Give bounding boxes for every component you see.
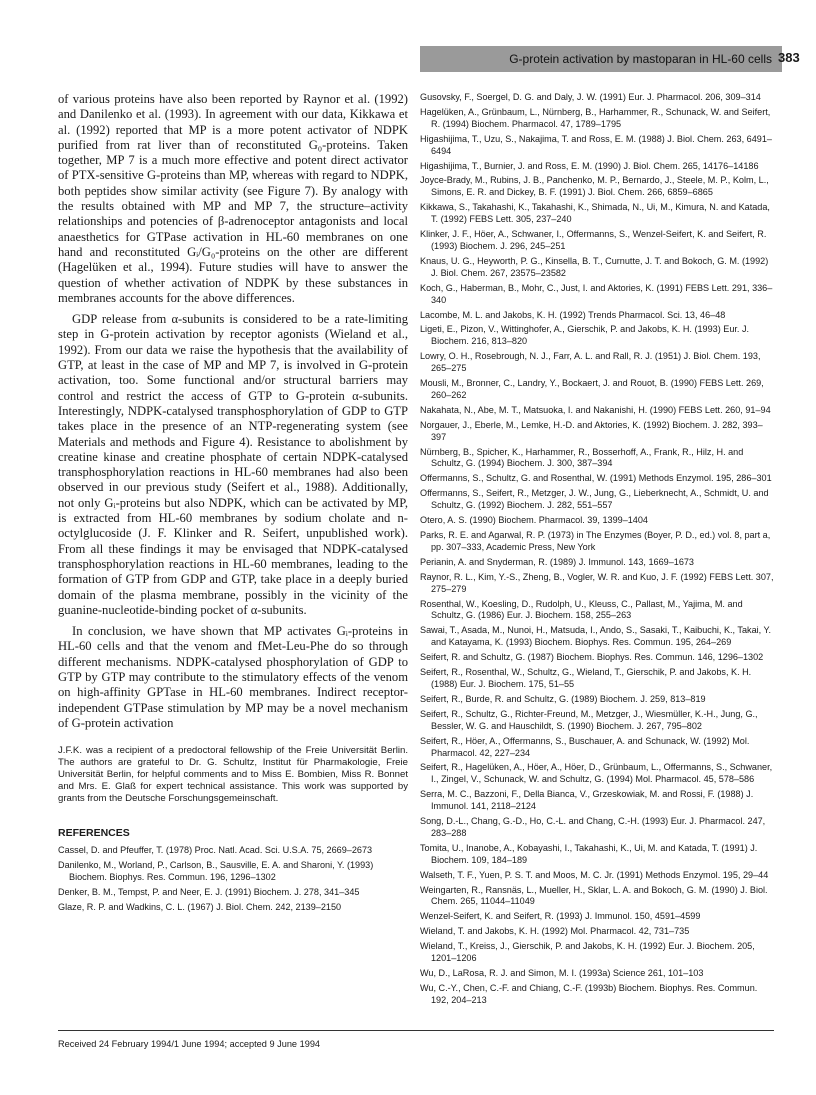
reference-entry: Nürnberg, B., Spicher, K., Harhammer, R., Bosserhoff, A., Frank, R., Hilz, H. and Schultz, G. (1994) Biochem. J. 300, 387–394 (420, 446, 744, 469)
reference-entry: Hagelüken, A., Grünbaum, L., Nürnberg, B., Harhammer, R., Schunack, W. and Seifert, R. (1994) Biochem. Pharmacol. 47, 1789–1795 (420, 106, 771, 129)
reference-entry: Weingarten, R., Ransnäs, L., Mueller, H., Sklar, L. A. and Bokoch, G. M. (1990) J. Biol. Chem. 265, 11044–11049 (420, 884, 768, 907)
reference-entry: Wieland, T., Kreiss, J., Gierschik, P. and Jakobs, K. H. (1992) Eur. J. Biochem. 205, 1201–1206 (420, 941, 755, 964)
reference-entry: Perianin, A. and Snyderman, R. (1989) J. Immunol. 143, 1669–1673 (420, 556, 694, 567)
acknowledgement: J.F.K. was a recipient of a predoctoral fellowship of the Freie Universität Berlin. The authors are grateful to Dr. G. Schultz, Institut für Pharmakologie, Freie Universität Berlin, for helpful comments and to Miss E. Bombien, Miss R. Bonnet and Mrs. E. Glaß for expert technical assistance. This work was supported by grants from the Deutsche Forschungsgemeinschaft. (58, 745, 408, 805)
reference-entry: Danilenko, M., Worland, P., Carlson, B., Sausville, E. A. and Sharoni, Y. (1993) Biochem. Biophys. Res. Commun. 196, 1296–1302 (58, 860, 374, 882)
reference-entry: Wieland, T. and Jakobs, K. H. (1992) Mol. Pharmacol. 42, 731–735 (420, 926, 690, 937)
reference-entry: Raynor, R. L., Kim, Y.-S., Zheng, B., Vogler, W. R. and Kuo, J. F. (1992) FEBS Lett. 307, 275–279 (420, 571, 774, 594)
reference-entry: Ligeti, E., Pizon, V., Wittinghofer, A., Gierschik, P. and Jakobs, K. H. (1993) Eur. J. Biochem. 216, 813–820 (420, 324, 750, 347)
reference-entry: Mousli, M., Bronner, C., Landry, Y., Bockaert, J. and Rouot, B. (1990) FEBS Lett. 269, 260–262 (420, 378, 764, 400)
running-header (420, 46, 782, 72)
reference-entry: Wu, D., LaRosa, R. J. and Simon, M. I. (1993a) Science 261, 101–103 (420, 968, 704, 978)
left-column (58, 92, 408, 917)
right-column (420, 92, 774, 1010)
reference-entry: Norgauer, J., Eberle, M., Lemke, H.-D. and Aktories, K. (1992) Biochem. J. 282, 393–397 (420, 419, 763, 442)
reference-entry: Joyce-Brady, M., Rubins, J. B., Panchenko, M. P., Bernardo, J., Steele, M. P., Kolm, L., Simons, E. R. and Dickey, B. F. (1991) J. Biol. Chem. 266, 6859–6865 (420, 175, 769, 198)
reference-entry: Seifert, R., Hagelüken, A., Höer, A., Höer, D., Grünbaum, L., Offermanns, S., Schwaner, I., Zingel, V., Schunack, W. and Schultz, G. (1994) Mol. Pharmacol. 45, 578–586 (420, 762, 773, 785)
reference-entry: Serra, M. C., Bazzoni, F., Della Bianca, V., Grzeskowiak, M. and Rossi, F. (1988) J. Immunol. 141, 2118–2124 (420, 789, 754, 812)
reference-entry: Sawai, T., Asada, M., Nunoi, H., Matsuda, I., Ando, S., Sasaki, T., Kaibuchi, K., Takai, Y. and Katayama, K. (1993) Biochem. Biophys. Res. Commun. 195, 264–269 (420, 625, 771, 648)
reference-entry: Rosenthal, W., Koesling, D., Rudolph, U., Kleuss, C., Pallast, M., Yajima, M. and Schultz, G. (1986) Eur. J. Biochem. 158, 255–263 (420, 598, 743, 621)
reference-entry: Seifert, R., Rosenthal, W., Schultz, G., Wieland, T., Gierschik, P. and Jakobs, K. H. (1988) Eur. J. Biochem. 175, 51–55 (420, 667, 752, 689)
body-paragraph: of various proteins have also been reported by Raynor et al. (1992) and Danilenko et al. (1993). In agreement with our data, Kikkawa et al. (1992) reported that MP is a more potent activator of NDPK purified from rat liver than of reconstituted G₀-proteins. Taken together, MP 7 is a much more effective and potent direct activator of PTX-sensitive G-proteins than MP, whereas with regard to NDPK, both peptides show similar activity (see Figure 7). By analogy with the results obtained with MP and MP 7, the structure–activity relationships and potencies of β-adrenoceptor antagonists and local anaesthetics for GTPase activation in HL-60 membranes on one hand and reconstituted Gᵢ/G₀-proteins on the other are different (Hagelüken et al., 1994). Future studies will have to answer the question of whether activation of NDPK by these substances in membranes accounts for the above differences. (58, 92, 408, 305)
body-paragraph: GDP release from α-subunits is considered to be a rate-limiting step in G-protein activation by receptor agonists (Wieland et al., 1992). From our data we raise the hypothesis that the availability of GTP, at least in the case of MP and MP 7, is involved in G-protein activation, too. Some functional and/or structural barriers may control and restrict the access of GTP to G-protein α-subunits. Interestingly, NDPK-catalysed transphosphorylation of GDP to GTP takes place in the presence of an NTP-regenerating system (see Materials and methods and Figure 4). Resistance to abolishment by creatine kinase and creatine phosphate of certain NDPK-catalysed transphosphorylation reactions in HL-60 membranes had also been observed in our previous study (Seifert et al., 1988). Additionally, not only Gᵢ-proteins but also NDPK, which can be activated by MP, is extracted from HL-60 membranes by sodium cholate and n-octylglucoside (J. F. Klinker and R. Seifert, unpublished work). From all these findings it may be envisaged that NDPK-catalysed transphosphorylation reactions in HL-60 membranes, leading to the formation of GTP from GDP and GTP, take place in a deeply buried domain of the plasma membrane, possibly in the vicinity of the guanine-nucleotide-binding pocket of α-subunits. (58, 312, 408, 617)
reference-entry: Otero, A. S. (1990) Biochem. Pharmacol. 39, 1399–1404 (420, 515, 648, 526)
reference-entry: Denker, B. M., Tempst, P. and Neer, E. J. (1991) Biochem. J. 278, 341–345 (58, 886, 360, 897)
reference-entry: Lacombe, M. L. and Jakobs, K. H. (1992) Trends Pharmacol. Sci. 13, 46–48 (420, 309, 726, 320)
reference-entry: Tomita, U., Inanobe, A., Kobayashi, I., Takahashi, K., Ui, M. and Katada, T. (1991) J. Biochem. 109, 184–189 (420, 842, 758, 865)
reference-list-right (420, 92, 774, 1007)
reference-list-left (58, 845, 408, 914)
reference-entry: Koch, G., Haberman, B., Mohr, C., Just, I. and Aktories, K. (1991) FEBS Lett. 291, 336–340 (420, 282, 773, 305)
reference-entry: Higashijima, T., Uzu, S., Nakajima, T. and Ross, E. M. (1988) J. Biol. Chem. 263, 6491–6494 (420, 133, 772, 156)
reference-entry: Seifert, R., Burde, R. and Schultz, G. (1989) Biochem. J. 259, 813–819 (420, 693, 706, 704)
reference-entry: Parks, R. E. and Agarwal, R. P. (1973) in The Enzymes (Boyer, P. D., ed.) vol. 8, part a, pp. 307–333, Academic Press, New York (420, 530, 771, 552)
reference-entry: Kikkawa, S., Takahashi, K., Takahashi, K., Shimada, N., Ui, M., Kimura, N. and Katada, T. (1992) FEBS Lett. 305, 237–240 (420, 202, 770, 225)
reference-entry: Knaus, U. G., Heyworth, P. G., Kinsella, B. T., Curnutte, J. T. and Bokoch, G. M. (1992) J. Biol. Chem. 267, 23575–23582 (420, 255, 769, 278)
reference-entry: Seifert, R. and Schultz, G. (1987) Biochem. Biophys. Res. Commun. 146, 1296–1302 (420, 652, 764, 663)
reference-entry: Wenzel-Seifert, K. and Seifert, R. (1993) J. Immunol. 150, 4591–4599 (420, 911, 701, 922)
references-heading: REFERENCES (58, 827, 130, 840)
received-dates: Received 24 February 1994/1 June 1994; accepted 9 June 1994 (58, 1030, 774, 1049)
reference-entry: Cassel, D. and Pfeuffer, T. (1978) Proc. Natl. Acad. Sci. U.S.A. 75, 2669–2673 (58, 845, 373, 856)
reference-entry: Seifert, R., Höer, A., Offermanns, S., Buschauer, A. and Schunack, W. (1992) Mol. Pharmacol. 42, 227–234 (420, 735, 750, 758)
running-title: G-protein activation by mastoparan in HL-60 cells (509, 52, 772, 66)
reference-entry: Offermanns, S., Seifert, R., Metzger, J. W., Jung, G., Lieberknecht, A., Schmidt, U. and Schultz, G. (1992) Biochem. J. 282, 551–557 (420, 488, 769, 511)
page-number: 383 (778, 50, 800, 65)
reference-entry: Offermanns, S., Schultz, G. and Rosenthal, W. (1991) Methods Enzymol. 195, 286–301 (420, 473, 772, 484)
reference-entry: Nakahata, N., Abe, M. T., Matsuoka, I. and Nakanishi, H. (1990) FEBS Lett. 260, 91–94 (420, 404, 771, 415)
reference-entry: Lowry, O. H., Rosebrough, N. J., Farr, A. L. and Rall, R. J. (1951) J. Biol. Chem. 193, 265–275 (420, 351, 761, 374)
reference-entry: Glaze, R. P. and Wadkins, C. L. (1967) J. Biol. Chem. 242, 2139–2150 (58, 901, 342, 912)
reference-entry: Walseth, T. F., Yuen, P. S. T. and Moos, M. C. Jr. (1991) Methods Enzymol. 195, 29–44 (420, 869, 769, 880)
reference-entry: Song, D.-L., Chang, G.-D., Ho, C.-L. and Chang, C.-H. (1993) Eur. J. Pharmacol. 247, 283–288 (420, 816, 766, 838)
reference-entry: Wu, C.-Y., Chen, C.-F. and Chiang, C.-F. (1993b) Biochem. Biophys. Res. Commun. 192, 204–213 (420, 982, 758, 1005)
body-paragraph: In conclusion, we have shown that MP activates Gᵢ-proteins in HL-60 cells and that the venom and fMet-Leu-Phe do so through different mechanisms. NDPK-catalysed phosphorylation of GDP to GTP by GTP may contribute to the stimulatory effects of the venom on high-affinity GPTase in HL-60 membranes. Indirect receptor-independent GTPase stimulation by MP may be a novel mechanism of G-protein activation (58, 624, 408, 730)
reference-entry: Gusovsky, F., Soergel, D. G. and Daly, J. W. (1991) Eur. J. Pharmacol. 206, 309–314 (420, 92, 761, 102)
reference-entry: Seifert, R., Schultz, G., Richter-Freund, M., Metzger, J., Wiesmüller, K.-H., Jung, G., Bessler, W. G. and Hauschildt, S. (1990) Biochem. J. 267, 795–802 (420, 708, 758, 731)
reference-entry: Higashijima, T., Burnier, J. and Ross, E. M. (1990) J. Biol. Chem. 265, 14176–14186 (420, 160, 759, 171)
reference-entry: Klinker, J. F., Höer, A., Schwaner, I., Offermanns, S., Wenzel-Seifert, K. and Seifert, R. (1993) Biochem. J. 296, 245–251 (420, 229, 767, 251)
